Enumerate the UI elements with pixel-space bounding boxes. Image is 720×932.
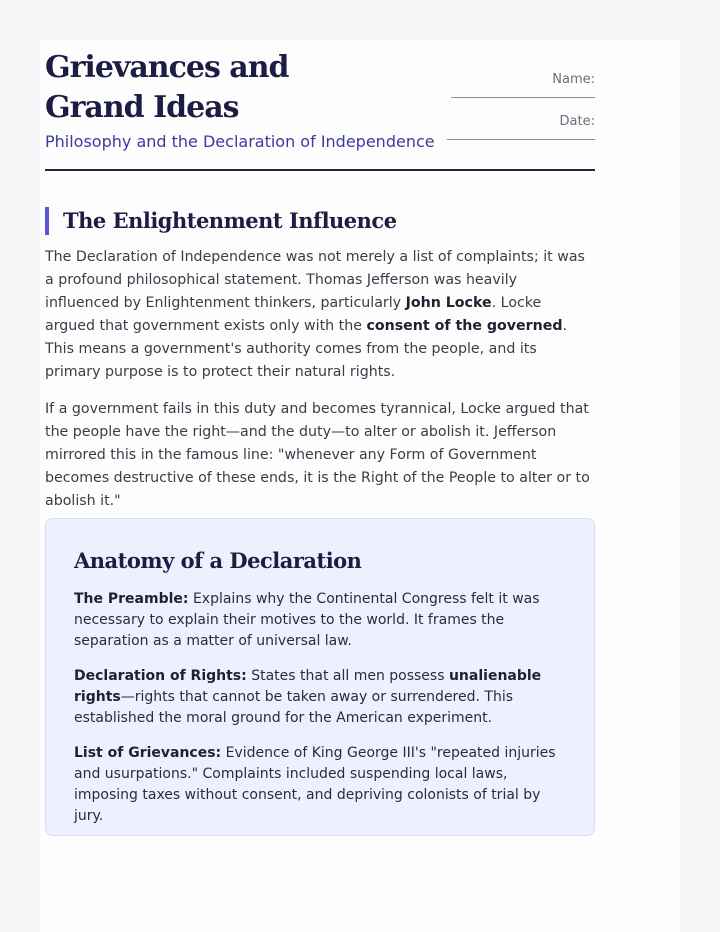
bold-consent-governed: consent of the governed bbox=[366, 318, 563, 334]
item-text: Explains why the Continental Congress felt it was necessary to explain their motives to the world. It frames the separation as a matter of universal law. bbox=[74, 591, 540, 649]
page-title: Grievances and Grand Ideas bbox=[45, 50, 289, 125]
text-run: . This means a government's authority comes from the people, and its primary purpose is to protect their natural rights. bbox=[45, 318, 568, 380]
anatomy-callout-box bbox=[45, 518, 595, 836]
page-subtitle: Philosophy and the Declaration of Independence bbox=[45, 132, 435, 151]
item-list-of-grievances bbox=[74, 743, 566, 827]
item-text: States that all men possess bbox=[246, 668, 449, 684]
date-label: Date: bbox=[559, 114, 595, 129]
item-text: Evidence of King George III's "repeated injuries and usurpations." Complaints included suspending local laws, imposing taxes without consent, and depriving colonists of trial by jury. bbox=[74, 745, 556, 824]
item-preamble bbox=[74, 589, 566, 652]
header-divider bbox=[45, 169, 595, 171]
name-date-fields bbox=[445, 72, 595, 156]
header bbox=[45, 48, 595, 152]
section-title-enlightenment: The Enlightenment Influence bbox=[45, 207, 397, 235]
item-text: —rights that cannot be taken away or surrendered. This established the moral ground for the American experiment. bbox=[74, 689, 514, 726]
box-title: Anatomy of a Declaration bbox=[74, 548, 362, 573]
bold-unalienable-rights: unalienable rights bbox=[74, 668, 542, 705]
date-field-line[interactable] bbox=[447, 130, 595, 140]
text-run: . Locke argued that government exists only with the bbox=[45, 295, 542, 334]
item-declaration-of-rights bbox=[74, 666, 566, 729]
paragraph-abolish: If a government fails in this duty and becomes tyrannical, Locke argued that the people have the right—and the duty—to alter or abolish it. Jefferson mirrored this in the famous line: "whenever any Form of Government becomes destructive of these ends, it is the Right of the People to alter or to abolish it." bbox=[45, 401, 590, 509]
item-label: The Preamble: bbox=[74, 591, 189, 607]
text-run: The Declaration of Independence was not merely a list of complaints; it was a profound philosophical statement. Thomas Jefferson was heavily influenced by Enlightenment thinkers, particularly bbox=[45, 249, 585, 311]
item-label: Declaration of Rights: bbox=[74, 668, 247, 684]
paragraph-locke bbox=[45, 246, 593, 384]
name-label: Name: bbox=[552, 72, 595, 87]
name-field-line[interactable] bbox=[451, 88, 595, 98]
bold-john-locke: John Locke bbox=[405, 295, 492, 311]
item-label: List of Grievances: bbox=[74, 745, 222, 761]
